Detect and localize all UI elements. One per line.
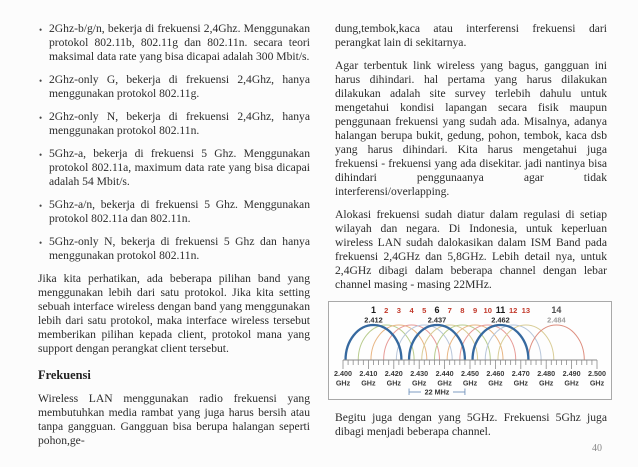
page-number: 40 bbox=[592, 443, 602, 454]
channel-arc bbox=[528, 325, 584, 360]
tick-unit-label: GHz bbox=[488, 378, 503, 388]
channel-number-label: 10 bbox=[483, 306, 493, 315]
bullet-icon: • bbox=[39, 76, 43, 86]
channel-number-label: 11 bbox=[495, 305, 506, 315]
tick-label: 2.450 bbox=[461, 369, 479, 378]
tick-unit-label: GHz bbox=[589, 378, 605, 388]
paragraph-5ghz: Begitu juga dengan yang 5GHz. Frekuensi 5Ghz juga dibagi menjadi beberapa channel. bbox=[335, 411, 607, 438]
channel-number-label: 6 bbox=[434, 305, 440, 315]
tick-unit-label: GHz bbox=[386, 378, 401, 388]
channel-number-label: 4 bbox=[409, 306, 414, 315]
tick-label: 2.490 bbox=[562, 369, 581, 378]
list-item-text: 2Ghz-only N, bekerja di frekuensi 2,4Ghz, hanya menggunakan protokol 802.11n. bbox=[49, 110, 310, 137]
list-item-text: 2Ghz-only G, bekerja di frekuensi 2,4Ghz, hanya menggunakan protokol 802.11g. bbox=[49, 73, 310, 100]
list-item bbox=[38, 73, 310, 101]
paragraph-continuation: dung,tembok,kaca atau interferensi frekuensi dari perangkat lain di sekitarnya. bbox=[335, 22, 607, 49]
channel-frequency-label: 2.437 bbox=[427, 315, 447, 325]
list-item bbox=[38, 22, 310, 64]
tick-label: 2.480 bbox=[537, 369, 556, 378]
channel-number-label: 14 bbox=[551, 305, 562, 315]
bullet-icon: • bbox=[39, 150, 43, 160]
left-column bbox=[38, 22, 310, 457]
channel-frequency-label: 2.462 bbox=[491, 315, 510, 325]
list-item-text: 5Ghz-a/n, bekerja di frekuensi 5 Ghz. Menggunakan protokol 802.11a dan 802.11n. bbox=[49, 198, 310, 225]
list-item bbox=[38, 110, 310, 138]
wifi-channel-diagram bbox=[328, 301, 612, 400]
paragraph-frequency-intro: Wireless LAN menggunakan radio frekuensi yang membutuhkan media rambat yang juga harus bersih atau tanpa gangguan. Gangguan bisa berupa halangan seperti pohon,ge- bbox=[38, 392, 310, 447]
tick-label: 2.440 bbox=[435, 369, 454, 378]
channel-arc bbox=[396, 325, 452, 360]
tick-unit-label: GHz bbox=[335, 378, 351, 388]
wifi-channels-svg bbox=[329, 302, 611, 399]
bullet-icon: • bbox=[39, 238, 43, 248]
channel-width-annotation: 22 MHz bbox=[424, 387, 450, 397]
paragraph-site-survey: Agar terbentuk link wireless yang bagus, gangguan ini harus dihindari. hal pertama yang harus dilakukan dilakukan adalah site survey terlebih dahulu untuk mengetahui kondisi lapangan secara fisik maupun penggunaan frekuensi yang sudah ada. Misalnya, adanya halangan berupa bukit, gedung, pohon, tembok, kaca dsb yang harus dihindari. Kita harus mengetahui juga frekuensi - frekuensi yang ada disekitar. jadi nantinya bisa dihindari penggunaanya agar tidak interferensi/overlapping. bbox=[335, 59, 607, 198]
list-item bbox=[38, 147, 310, 189]
channel-frequency-label: 2.484 bbox=[547, 315, 566, 325]
primary-channel-arc bbox=[409, 325, 465, 360]
channel-number-label: 13 bbox=[521, 306, 531, 315]
tick-unit-label: GHz bbox=[513, 378, 528, 388]
channel-number-label: 9 bbox=[472, 306, 478, 315]
section-heading-frekuensi: Frekuensi bbox=[38, 368, 91, 382]
tick-label: 2.460 bbox=[486, 369, 505, 378]
channel-number-label: 3 bbox=[396, 306, 401, 315]
bullet-icon: • bbox=[39, 201, 43, 211]
bullet-list bbox=[38, 22, 310, 263]
primary-channel-arc bbox=[473, 325, 529, 360]
channel-number-label: 2 bbox=[384, 306, 389, 315]
channel-arc bbox=[460, 325, 516, 360]
tick-label: 2.500 bbox=[588, 369, 606, 378]
primary-channel-arc bbox=[346, 325, 402, 360]
channel-frequency-label: 2.412 bbox=[364, 315, 383, 325]
tick-label: 2.410 bbox=[359, 369, 378, 378]
tick-unit-label: GHz bbox=[539, 378, 554, 388]
tick-label: 2.430 bbox=[410, 369, 429, 378]
list-item-text: 2Ghz-b/g/n, bekerja di frekuensi 2,4Ghz. Menggunakan protokol 802.11b, 802.11g dan 802.11n. secara teori maksimal data rate yang bisa dicapai adalah 300 Mbit/s. bbox=[49, 22, 310, 63]
right-column bbox=[335, 22, 607, 448]
tick-label: 2.420 bbox=[384, 369, 403, 378]
channel-arc bbox=[358, 325, 414, 360]
paragraph-frequency-allocation: Alokasi frekuensi sudah diatur dalam regulasi di setiap wilayah dan negara. Di Indonesia, untuk keperluan wireless LAN sudah dalokasikan dalam ISM Band pada frekuensi 2,4GHz dan 5,8GHz. Lebih detail nya, untuk 2,4GHz dibagi dalam beberapa channel dengan lebar channel masing - masing 22MHz. bbox=[335, 208, 607, 291]
list-item-text: 5Ghz-a, bekerja di frekuensi 5 Ghz. Menggunakan protokol 802.11a, maximum data rate yang bisa dicapai adalah 54 Mbit/s. bbox=[49, 147, 310, 188]
channel-arc bbox=[422, 325, 478, 360]
channel-number-label: 7 bbox=[447, 306, 452, 315]
list-item bbox=[38, 198, 310, 226]
list-item bbox=[38, 235, 310, 263]
tick-label: 2.400 bbox=[334, 369, 352, 378]
tick-unit-label: GHz bbox=[462, 378, 478, 388]
tick-label: 2.470 bbox=[511, 369, 530, 378]
list-item-text: 5Ghz-only N, bekerja di frekuensi 5 Ghz dan hanya menggunakan protokol 802.11n. bbox=[49, 235, 310, 262]
channel-number-label: 5 bbox=[422, 306, 427, 315]
bullet-icon: • bbox=[39, 25, 43, 35]
tick-unit-label: GHz bbox=[361, 378, 376, 388]
tick-unit-label: GHz bbox=[564, 378, 579, 388]
tick-unit-label: GHz bbox=[437, 378, 452, 388]
tick-unit-label: GHz bbox=[412, 378, 427, 388]
channel-arc bbox=[485, 325, 541, 360]
channel-number-label: 1 bbox=[370, 305, 376, 315]
channel-number-label: 8 bbox=[460, 306, 465, 315]
paragraph-band-options: Jika kita perhatikan, ada beberapa pilihan band yang menggunakan lebih dari satu protokol. Jika kita setting sebuah interface wireless dengan band yang menggunakan lebih dari satu protokol, maka interface wireless tersebut memberikan pilihan kepada client, protokol mana yang support dengan perangkat client tersebut. bbox=[38, 272, 310, 355]
bullet-icon: • bbox=[39, 113, 43, 123]
channel-number-label: 12 bbox=[508, 306, 518, 315]
